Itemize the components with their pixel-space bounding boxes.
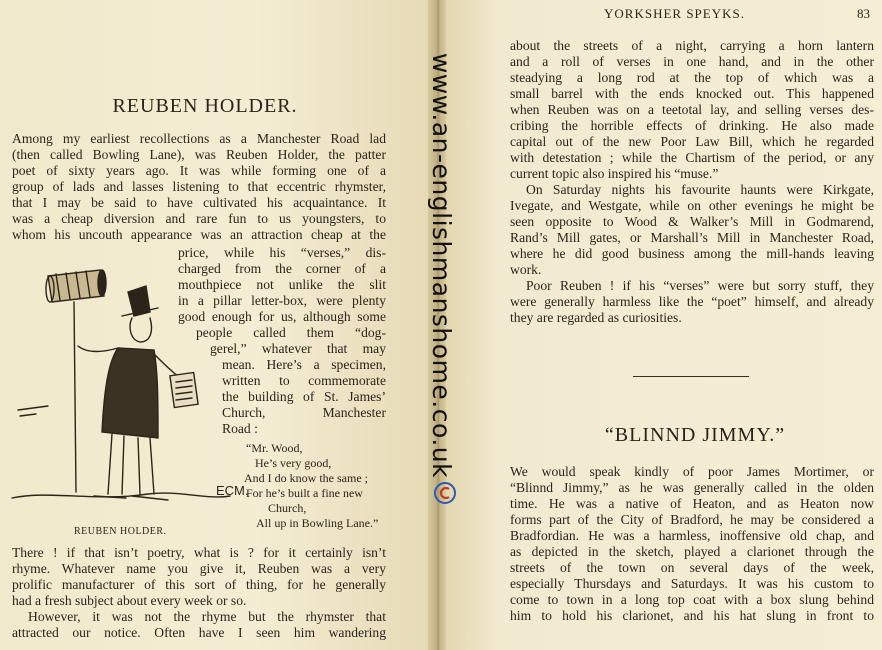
closing-line: prolific manufacturer of this sort of thing, for he generally [12, 577, 386, 592]
narrow-line: good enough for us, although some [178, 309, 386, 324]
site-watermark [427, 30, 457, 500]
intro-line: group of lads and lasses listening to that eccentric rhymster, [12, 179, 386, 194]
body-line: as depicted in the sketch, played a clarionet through the [510, 544, 874, 559]
chapter-title-reuben-holder: REUBEN HOLDER. [112, 95, 298, 117]
closing-line: However, it was not the rhyme but the rhymster that [28, 609, 386, 624]
page-number: 83 [857, 6, 870, 21]
body-line: small barrel with the ends knocked out. This happened [510, 86, 874, 101]
narrow-line: the building of St. James’ [222, 389, 386, 404]
narrow-line: price, while his “verses,” dis- [178, 245, 386, 260]
narrow-line: charged from the corner of a [178, 261, 386, 276]
poem-line: And I do know the same ; [244, 471, 368, 485]
body-line: him to hold his clarionet, and his hat slung in front to [510, 608, 874, 623]
body-line: Bradfordian. He was a harmless, inoffensive old chap, and [510, 528, 874, 543]
body-line: when Reuben was on a teetotal lay, and selling verses des- [510, 102, 874, 117]
narrow-line: in a pillar letter-box, were plenty [178, 293, 386, 308]
body-line: with detestation ; while the Chartism of the period, or any [510, 150, 874, 165]
circular-c-logo-icon [432, 480, 458, 506]
intro-line: Among my earliest recollections as a Manchester Road lad [12, 131, 386, 146]
closing-line: There ! if that isn’t poetry, what is ? for it certainly isn’t [12, 545, 386, 560]
body-line: especially Thursdays and Saturdays. It was his custom to [510, 576, 874, 591]
body-line: current topic also inspired his “muse.” [510, 166, 719, 181]
body-line: On Saturday nights his favourite haunts were Kirkgate, [526, 182, 874, 197]
poem-line: For he’s built a fine new [246, 486, 363, 500]
body-line: where he did good business among the mill-hands leaving [510, 246, 874, 261]
body-line: seen opposite to Wood & Walker’s Mill in Godmarend, [510, 214, 874, 229]
poem-line: Church, [268, 501, 307, 515]
reuben-holder-illustration [8, 262, 232, 522]
section-title-blinnd-jimmy: “BLINND JIMMY.” [604, 424, 786, 446]
intro-line: (then called Bowling Lane), was Reuben Holder, the patter [12, 147, 386, 162]
body-line: cribing the horrible effects of drinking. He also made [510, 118, 874, 133]
intro-line: poet of sixty years ago. It was while forming one of a [12, 163, 386, 178]
narrow-line: mean. Here’s a specimen, [222, 357, 386, 372]
poem-line: “Mr. Wood, [246, 441, 303, 455]
running-head: YORKSHER SPEYKS. [604, 6, 745, 21]
narrow-line: written to commemorate [222, 373, 386, 388]
body-line: about the streets of a night, carrying a horn lantern [510, 38, 874, 53]
body-line: were generally harmless like the “poet” himself, and already [510, 294, 874, 309]
illustration-caption: REUBEN HOLDER. [74, 526, 167, 537]
body-line: work. [510, 262, 542, 277]
narrow-line: mouthpiece not unlike the slit [178, 277, 386, 292]
body-line: steadying a long rod at the top of which was a [510, 70, 874, 85]
illustrator-signature: ECM. [216, 483, 249, 498]
left-page [0, 0, 430, 650]
section-divider [633, 376, 749, 377]
body-line: We would speak kindly of poor James Mortimer, or [510, 464, 874, 479]
body-line: and a roll of verses in one hand, and in the other [510, 54, 874, 69]
watermark-text: www.an-englishmanshome.co.uk [427, 52, 457, 478]
body-line: capital out of the new Poor Law Bill, which he regarded [510, 134, 874, 149]
man-figure-icon [78, 286, 198, 500]
body-line: streets of the town on several days of the week, [510, 560, 874, 575]
body-line: Ivegate, and Westgate, while on other evenings he might be [510, 198, 874, 213]
body-line: come to town in a long top coat with a box slung behind [510, 592, 874, 607]
narrow-line: Church, Manchester [222, 405, 386, 420]
intro-line: whom his uncouth appearance was an attraction cheap at the [12, 227, 386, 242]
body-line: Rand’s Mill gates, or Marshall’s Mill in Manchester Road, [510, 230, 874, 245]
intro-line: that I may be said to have cultivated his acquaintance. It [12, 195, 386, 210]
body-line: “Blinnd Jimmy,” as he was generally called in the olden [510, 480, 874, 495]
narrow-line: gerel,” whatever that may [210, 341, 386, 356]
closing-line: had a fresh subject about every week or so. [12, 593, 247, 608]
body-line: Poor Reuben ! if his “verses” were but sorry stuff, they [526, 278, 874, 293]
body-line: forms part of the City of Bradford, he may be considered a [510, 512, 874, 527]
intro-line: was a cheap diversion and rare fun to us youngsters, to [12, 211, 386, 226]
poem-line: He’s very good, [255, 456, 332, 470]
body-line: they are regarded as curiosities. [510, 310, 682, 325]
barrel-on-pole-icon [46, 270, 106, 492]
closing-line: rhyme. Whatever name you give it, Reuben was a very [12, 561, 386, 576]
body-line: time. He was a native of Heaton, and as Heaton now [510, 496, 874, 511]
closing-line: attracted our notice. Often have I seen him wandering [12, 625, 386, 640]
narrow-line: Road : [222, 421, 258, 436]
poem-line: All up in Bowling Lane.” [256, 516, 379, 530]
narrow-line: people called them “dog- [196, 325, 386, 340]
